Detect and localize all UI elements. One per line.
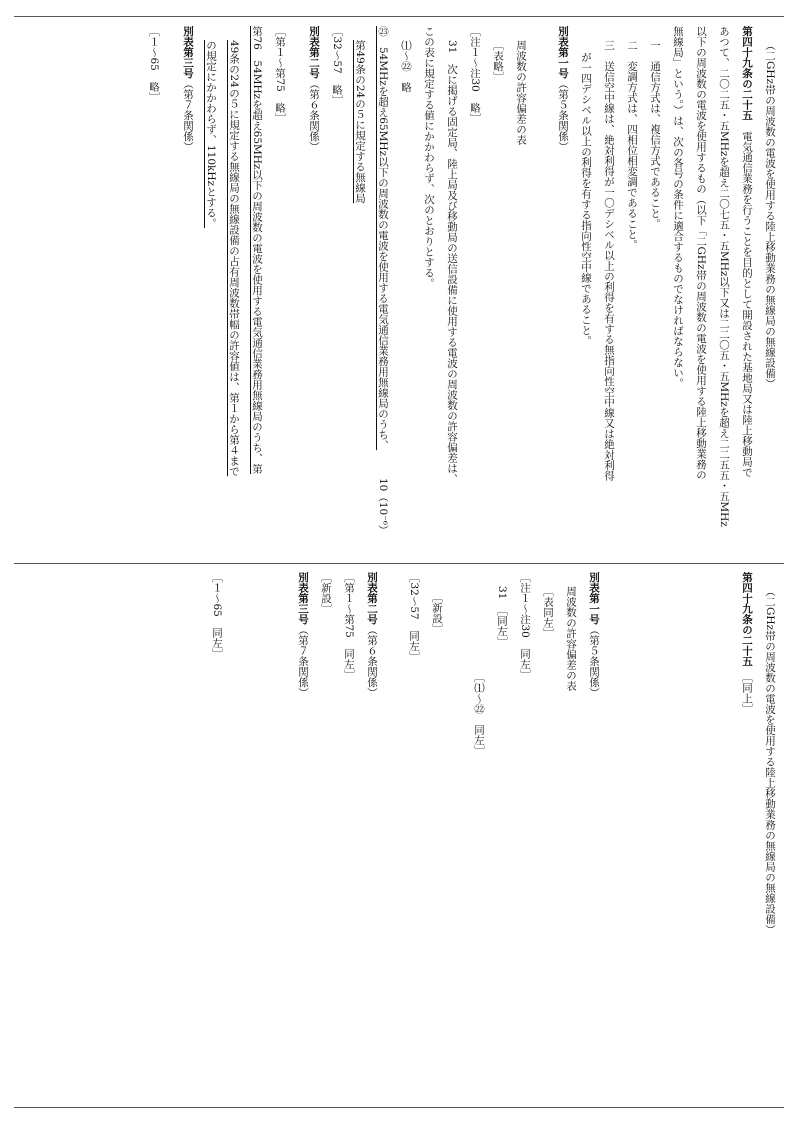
article-first-line: 第四十九条の二十五 ［同上］ xyxy=(741,572,753,714)
table2-title: 別表第二号 xyxy=(366,572,378,625)
current-text-panel xyxy=(20,572,778,1100)
article-line: 無線局」という。）は、次の各号の条件に適合するものでなければならない。 xyxy=(672,26,684,389)
note-31-subitems: ⑴～㉒ 略 xyxy=(400,40,412,93)
article-first-line: 第四十九条の二十五 電気通信業務を行うことを目的として開設された基地局又は陸上移動局で xyxy=(741,26,753,478)
note-31-continued: この表に規定する値にかかわらず、次のとおりとする。 xyxy=(423,26,435,289)
table2-item-76-continued: 49条の24の５に規定する無線局の無線設備の占有周波数帯幅の許容値は、第１から第４まで xyxy=(228,40,240,477)
note-31: 31 ［同左］ xyxy=(496,586,508,647)
note-31-subitems: ［⑴～㉒ 同左］ xyxy=(473,672,485,756)
table1-same: ［表同左］ xyxy=(542,586,554,639)
note-31-item-23: ㉓ 54MHzを超え65MHz以下の周波数の電波を使用する電気通信業務用無線局のうち、10（10⁻⁶） xyxy=(377,26,389,536)
article-title: 第四十九条の二十五 xyxy=(741,26,753,121)
article-title: 第四十九条の二十五 xyxy=(741,572,753,667)
table3-items: ［１～65 略］ xyxy=(148,26,160,103)
amended-text-panel xyxy=(20,26,778,554)
table1-title: 別表第一号 xyxy=(557,26,569,79)
middle-rule xyxy=(14,563,784,564)
table3-title: 別表第三号 xyxy=(297,572,309,625)
table2-title-line: 別表第二号（第６条関係） xyxy=(308,26,320,152)
article-line: あつて、二〇二五・五MHzを超え二〇七五・五MHz以下又は二二〇五・五MHzを超え二二五五・五MHz xyxy=(718,26,730,527)
table1-title-line: 別表第一号（第５条関係） xyxy=(588,572,600,698)
table1-title: 別表第一号 xyxy=(588,572,600,625)
table2-items: ［第１～第75 略］ xyxy=(274,26,286,124)
table1-notes: ［注１～注30 略］ xyxy=(469,26,481,124)
bottom-rule xyxy=(14,1107,784,1108)
top-rule xyxy=(14,16,784,17)
table1-notes-omitted: ［32～57 略］ xyxy=(331,26,343,106)
table3-title-line: 別表第三号（第７条関係） xyxy=(297,572,309,698)
article-item: 三 送信空中線は、絶対利得が一〇デシベル以上の利得を有する無指向性空中線又は絶対利得 xyxy=(603,40,615,481)
table2-title-line: 別表第二号（第６条関係） xyxy=(366,572,378,698)
section-heading: （二GHz帯の周波数の電波を使用する陸上移動業務の無線局の無線設備） xyxy=(764,40,776,389)
table1-notes: ［注１～注30 同左］ xyxy=(519,572,531,680)
article-item: 二 変調方式は、四相位相変調であること。 xyxy=(626,40,638,250)
article-item-continued: が一四デシベル以上の利得を有する指向性空中線であること。 xyxy=(580,52,592,346)
table3-items: ［１～65 同左］ xyxy=(211,572,223,659)
table1-subtitle: 周波数の許容偏差の表 xyxy=(515,40,527,145)
note-31-new: ［新設］ xyxy=(431,592,443,634)
article-item: 一 通信方式は、複信方式であること。 xyxy=(649,40,661,229)
table1-omitted: ［表略］ xyxy=(492,40,504,82)
table2-item-76: 第76 54MHzを超え65MHz以下の周波数の電波を使用する電気通信業務用無線局のうち、第 xyxy=(251,26,263,474)
table1-title-line: 別表第一号（第５条関係） xyxy=(557,26,569,152)
note-31-item-23-continued: 第49条の24の５に規定する無線局 xyxy=(354,40,366,204)
table2-new: ［新設］ xyxy=(320,572,332,614)
table2-title: 別表第二号 xyxy=(308,26,320,79)
section-heading: （二GHz帯の周波数の電波を使用する陸上移動業務の無線局の無線設備） xyxy=(764,586,776,935)
tolerance-value: 10（10⁻⁶） xyxy=(377,478,389,536)
table1-subtitle: 周波数の許容偏差の表 xyxy=(565,586,577,691)
table3-title: 別表第三号 xyxy=(182,26,194,79)
table3-title-line: 別表第三号（第７条関係） xyxy=(182,26,194,152)
note-31: 31 次に掲げる固定局、陸上局及び移動局の送信設備に使用する電波の周波数の許容偏差は、 xyxy=(446,40,458,484)
table1-notes-same: ［32～57 同左］ xyxy=(408,572,420,662)
table2-items: ［第１～第75 同左］ xyxy=(343,572,355,680)
article-line: 以下の周波数の電波を使用するもの（以下「二GHz帯の周波数の電波を使用する陸上移動業務の xyxy=(695,26,707,480)
table2-item-76-continued: の規定にかかわらず、110kHzとする。 xyxy=(205,40,217,229)
